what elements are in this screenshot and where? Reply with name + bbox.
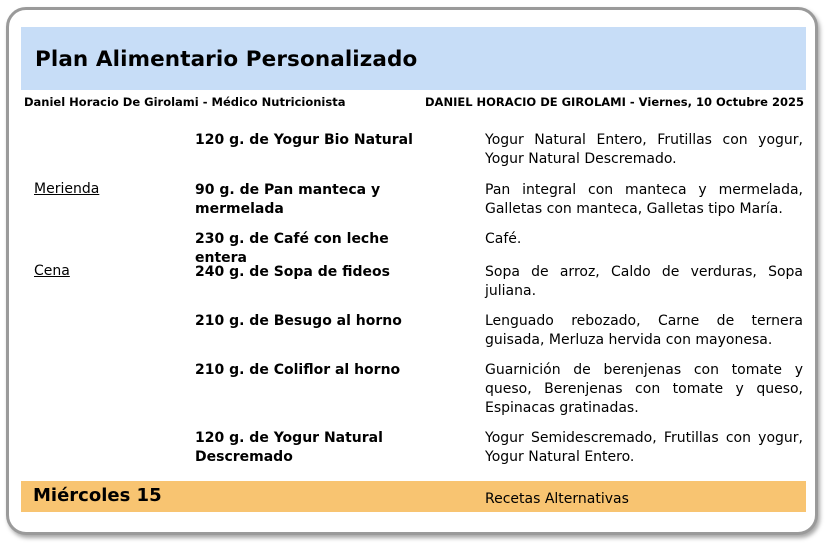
alternatives-text: Café.: [485, 231, 522, 247]
alternatives-text: Sopa de arroz, Caldo de verduras, Sopa juliana.: [485, 264, 803, 299]
alternatives-text: Guarnición de berenjenas con tomate y queso, Berenjenas con tomate y queso, Espinacas gratinadas.: [485, 362, 803, 416]
food-item: 210 g. de Besugo al horno: [195, 313, 402, 329]
page-header: [21, 27, 806, 90]
food-item: 210 g. de Coliflor al horno: [195, 362, 401, 378]
food-item: 120 g. de Yogur Natural Descremado: [195, 430, 383, 465]
page-title: Plan Alimentario Personalizado: [35, 47, 418, 72]
day-label: Miércoles 15: [33, 485, 162, 506]
alternatives-text: Lenguado rebozado, Carne de ternera guisada, Merluza hervida con mayonesa.: [485, 313, 803, 348]
food-item: 90 g. de Pan manteca y mermelada: [195, 182, 381, 217]
date-line: DANIEL HORACIO DE GIROLAMI - Viernes, 10 Octubre 2025: [425, 95, 804, 109]
meal-label-cena: Cena: [34, 263, 70, 279]
food-item: 230 g. de Café con leche entera: [195, 231, 389, 266]
author-line: Daniel Horacio De Girolami - Médico Nutricionista: [24, 95, 346, 109]
food-item: 240 g. de Sopa de fideos: [195, 264, 390, 280]
day-footer-bar: [21, 481, 806, 512]
food-item: 120 g. de Yogur Bio Natural: [195, 132, 413, 148]
alternatives-text: Yogur Natural Entero, Frutillas con yogur, Yogur Natural Descremado.: [485, 132, 803, 167]
alternatives-text: Pan integral con manteca y mermelada, Galletas con manteca, Galletas tipo María.: [485, 182, 803, 217]
recipes-label: Recetas Alternativas: [485, 491, 629, 507]
meal-label-merienda: Merienda: [34, 181, 100, 197]
alternatives-text: Yogur Semidescremado, Frutillas con yogur, Yogur Natural Entero.: [485, 430, 803, 465]
